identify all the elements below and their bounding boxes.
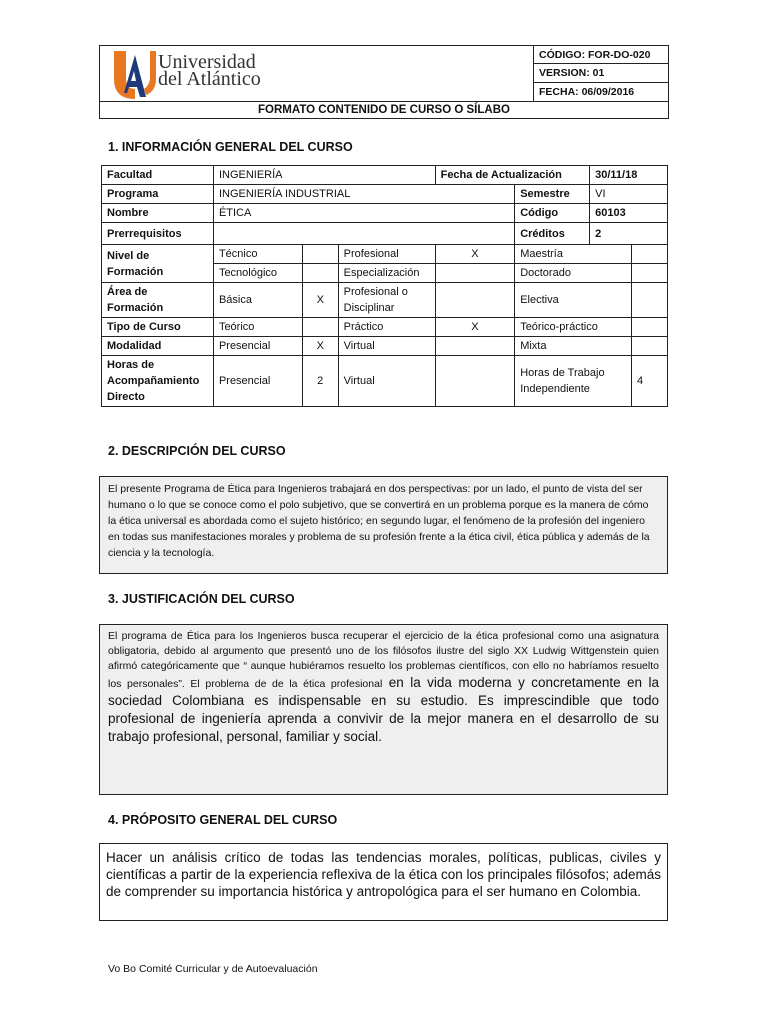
virtual-label: Virtual — [338, 337, 435, 356]
doc-code: CÓDIGO: FOR-DO-020 — [534, 46, 669, 64]
tipo-curso-label: Tipo de Curso — [102, 318, 214, 337]
table-row — [102, 223, 668, 245]
table-row — [102, 318, 668, 337]
profesional-disciplinar-mark — [435, 283, 515, 318]
presencial-mark: X — [302, 337, 338, 356]
facultad-value: INGENIERÍA — [213, 166, 435, 185]
logo-cell — [100, 46, 534, 101]
teorico-practico-label: Teórico-práctico — [515, 318, 632, 337]
tecnologico-mark — [302, 264, 338, 283]
horas-label-line1: Horas de — [107, 359, 155, 371]
justification-box — [99, 624, 668, 795]
horas-virtual-value — [435, 356, 515, 407]
horas-virtual-label: Virtual — [338, 356, 435, 407]
table-row — [102, 356, 668, 407]
table-row — [102, 337, 668, 356]
nombre-label: Nombre — [102, 204, 214, 223]
semestre-label: Semestre — [515, 185, 590, 204]
section2-title: 2. DESCRIPCIÓN DEL CURSO — [108, 444, 286, 458]
nivel-label-line2: Formación — [107, 265, 164, 278]
horas-label-line3: Directo — [107, 391, 145, 403]
programa-label: Programa — [102, 185, 214, 204]
table-row — [102, 283, 668, 318]
teorico-label: Teórico — [213, 318, 302, 337]
area-formacion-label — [102, 283, 214, 318]
nombre-value: ÉTICA — [213, 204, 514, 223]
doc-version: VERSION: 01 — [534, 64, 669, 82]
prerrequisitos-value — [213, 223, 514, 245]
mixta-label: Mixta — [515, 337, 632, 356]
footer-approval: Vo Bo Comité Curricular y de Autoevaluación — [108, 963, 318, 975]
description-box — [99, 476, 668, 574]
fecha-actualizacion-value: 30/11/18 — [590, 166, 668, 185]
area-label-line2: Formación — [107, 302, 164, 314]
horas-acompanamiento-label — [102, 356, 214, 407]
profesional-disciplinar-label — [338, 283, 435, 318]
fecha-actualizacion-label: Fecha de Actualización — [435, 166, 590, 185]
maestria-mark — [632, 245, 668, 264]
purpose-text: Hacer un análisis crítico de todas las tendencias morales, políticas, publicas, civiles y científicas a partir de la experiencia reflexiva de la ética con los principales filósofos; además de comprender su importancia histórica y antropológica para el ser humano en Colombia. — [106, 850, 661, 899]
university-name — [158, 51, 261, 90]
purpose-box — [99, 843, 668, 921]
facultad-label: Facultad — [102, 166, 214, 185]
university-line2: del Atlántico — [158, 68, 261, 90]
codigo-value: 60103 — [590, 204, 668, 223]
document-header — [99, 45, 669, 119]
horas-presencial-value: 2 — [302, 356, 338, 407]
justification-text — [108, 629, 659, 746]
prerrequisitos-label: Prerrequisitos — [102, 223, 214, 245]
especializacion-label: Especialización — [338, 264, 435, 283]
electiva-mark — [632, 283, 668, 318]
document-meta — [534, 46, 669, 101]
tecnologico-label: Tecnológico — [213, 264, 302, 283]
tecnico-mark — [302, 245, 338, 264]
programa-value: INGENIERÍA INDUSTRIAL — [213, 185, 514, 204]
horas-presencial-label: Presencial — [213, 356, 302, 407]
horas-independiente-label — [515, 356, 632, 407]
teorico-practico-mark — [632, 318, 668, 337]
justification-text-small: El programa de Ética para los Ingenieros busca recuperar el ejercicio de la ética profesional como una asignatura obligatoria, debido al argumento que presentó uno de los filósofos ilustre del siglo XX Ludwig Wittgenstein quien afirmó categóricamente que “ aunque hubiéramos resuelto los problemas científicos, con ello no habríamos resuelto los personales”. El problema de de la ética profesional — [108, 630, 659, 690]
creditos-value: 2 — [590, 223, 668, 245]
horas-label-line2: Acompañamiento — [107, 375, 200, 387]
profesional-mark: X — [435, 245, 515, 264]
practico-label: Práctico — [338, 318, 435, 337]
teorico-mark — [302, 318, 338, 337]
table-row — [102, 245, 668, 264]
prof-disc-line1: Profesional o — [343, 286, 408, 298]
nivel-formacion-label — [102, 245, 214, 283]
mixta-mark — [632, 337, 668, 356]
basica-mark: X — [302, 283, 338, 318]
horas-independiente-value: 4 — [632, 356, 668, 407]
presencial-label: Presencial — [213, 337, 302, 356]
section4-title: 4. PRÓPOSITO GENERAL DEL CURSO — [108, 813, 338, 827]
area-label-line1: Área de — [107, 286, 148, 298]
table-row — [102, 204, 668, 223]
horas-indep-line1: Horas de Trabajo — [520, 367, 605, 379]
university-line1: Universidad — [158, 51, 256, 73]
document-title: FORMATO CONTENIDO DE CURSO O SÍLABO — [100, 101, 668, 119]
justification-text-large: en la vida moderna y concretamente en la sociedad Colombiana es indispensable en su estudio. Es imprescindible que todo profesional de ingeniería aprenda a convivir de la mejor manera en el desarrollo de su trabajo profesional, personal, familiar y social. — [108, 675, 660, 744]
section1-title: 1. INFORMACIÓN GENERAL DEL CURSO — [108, 140, 353, 154]
practico-mark: X — [435, 318, 515, 337]
section3-title: 3. JUSTIFICACIÓN DEL CURSO — [108, 592, 295, 606]
university-logo-icon — [112, 49, 158, 99]
tecnico-label: Técnico — [213, 245, 302, 264]
maestria-label: Maestría — [515, 245, 632, 264]
table-row — [102, 166, 668, 185]
profesional-label: Profesional — [338, 245, 435, 264]
creditos-label: Créditos — [515, 223, 590, 245]
electiva-label: Electiva — [515, 283, 632, 318]
course-info-table — [101, 165, 668, 407]
modalidad-label: Modalidad — [102, 337, 214, 356]
table-row — [102, 185, 668, 204]
codigo-label: Código — [515, 204, 590, 223]
horas-indep-line2: Independiente — [520, 383, 590, 395]
doc-date: FECHA: 06/09/2016 — [539, 85, 635, 98]
basica-label: Básica — [213, 283, 302, 318]
description-text: El presente Programa de Ética para Ingenieros trabajará en dos perspectivas: por un lado, el punto de vista del ser humano o lo que se conoce como el polo subjetivo, que se convertirá en un problema porque es la manera de cómo la ética universal es abordada como el sujeto histórico; en segundo lugar, el fenómeno de la profesión del ingeniero en todas sus manifestaciones morales y problema de su profesión frente a la ética civil, ética pública y además de la ciencia y la tecnología. — [108, 483, 650, 559]
doctorado-label: Doctorado — [515, 264, 632, 283]
doctorado-mark — [632, 264, 668, 283]
prof-disc-line2: Disciplinar — [343, 302, 395, 314]
nivel-label-line1: Nivel de — [107, 249, 150, 262]
semestre-value: VI — [590, 185, 668, 204]
especializacion-mark — [435, 264, 515, 283]
virtual-mark — [435, 337, 515, 356]
